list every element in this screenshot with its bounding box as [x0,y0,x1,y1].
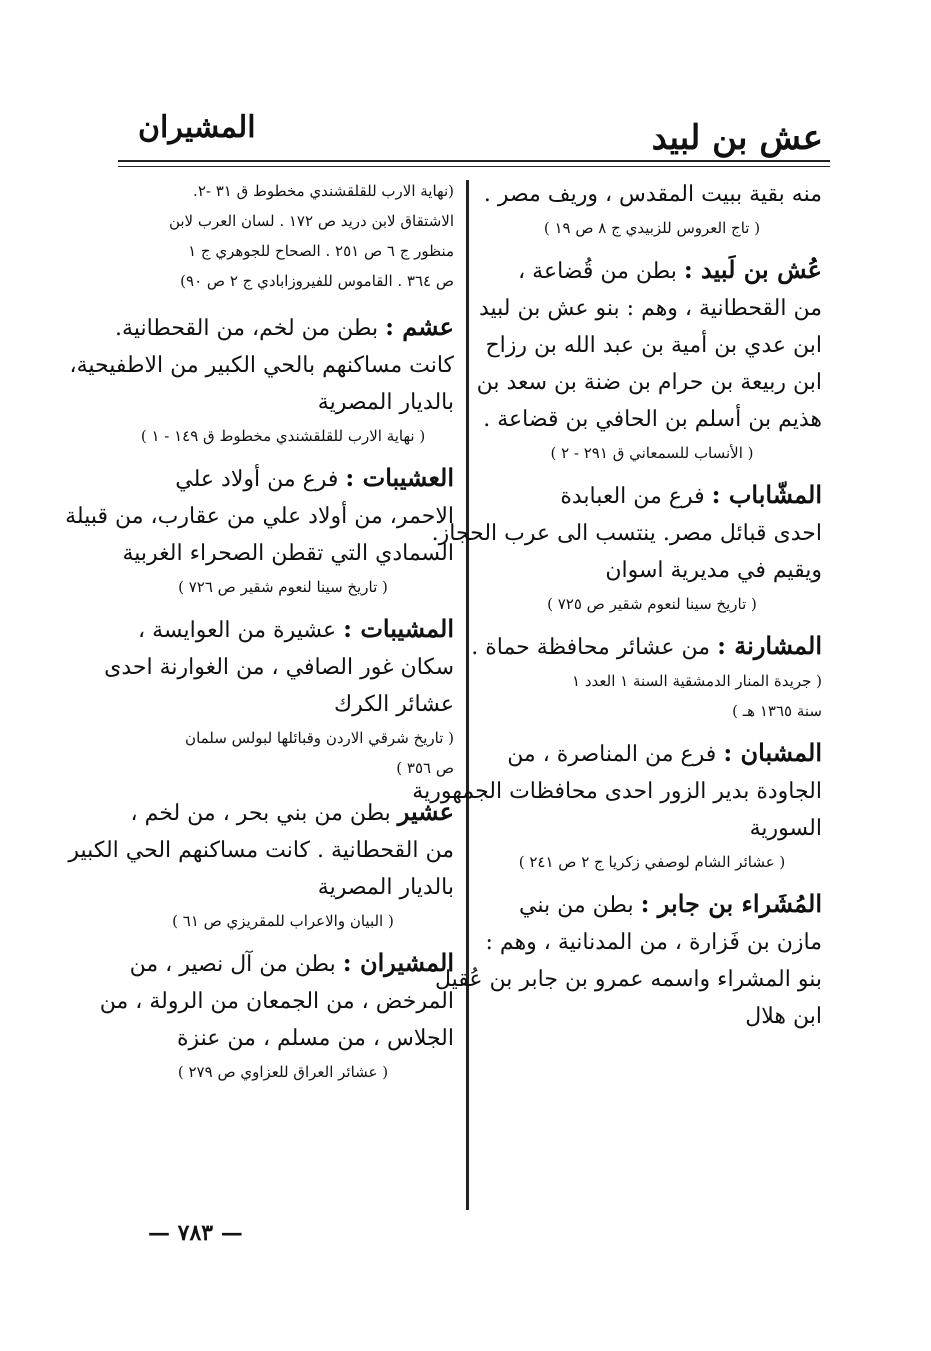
reference-line: ( تاج العروس للزبيدي ج ٨ ص ١٩ ) [543,219,761,237]
entry-line-first [482,885,822,924]
entry-line: المرخض ، من الجمعان من الرولة ، من [99,989,454,1014]
entry-reference [112,421,454,451]
reference-line: (نهاية الارب للقلقشندي مخطوط ق ٣١ -٢. [193,182,454,200]
entry-line: مازن بن فَزارة ، من المدنانية ، وهم : [485,930,822,955]
entry-reference [112,572,454,602]
entry-line-first [112,459,454,498]
entry-line-first [482,251,822,290]
entry-line-first [482,734,822,773]
entry-mushaybat [104,610,454,723]
reference-line: ( تاريخ سينا لنعوم شقير ص ٧٢٦ ) [178,578,388,596]
entry-ashir [68,793,454,906]
entry-text: عشيرة من العوايسة ، [138,618,337,643]
running-header-left: المشيران [138,110,256,145]
entry-line: ويقيم في مديرية اسوان [605,558,822,583]
entry-text: بطن من لخم، من القحطانية. [115,316,379,341]
page-number: — ٧٨٣ — [148,1220,243,1246]
entry-text: من عشائر محافظة حماة . [471,635,711,660]
reference-line: ( جريدة المنار الدمشقية السنة ١ العدد ١ [572,672,822,690]
reference-line: ( الأنساب للسمعاني ق ٢٩١ - ٢ ) [550,444,754,462]
entry-mushayran [99,944,454,1057]
entry-reference [482,847,822,877]
entry-text: بطن من قُضاعة ، [518,259,677,284]
reference-line: الاشتقاق لابن دريد ص ١٧٢ . لسان العرب لابن [168,212,454,230]
entry-line: من القحطانية . كانت مساكنهم الحي الكبير [68,838,454,863]
entry-text: فرع من المناصرة ، من [507,742,717,767]
entry-ashm [69,308,454,421]
entry-ushaybat [65,459,454,572]
entry-reference [482,213,822,243]
entry-line: ابن ربيعة بن حرام بن ضنة بن سعد بن [476,370,822,395]
entry-line: بالديار المصرية [317,390,454,415]
reference-line: ( البيان والاعراب للمقريزي ص ٦١ ) [172,912,394,930]
entry-line: سكان غور الصافي ، من الغوارنة احدى [104,655,454,680]
entry-text: بطن من بني بحر ، من لخم ، [130,801,391,826]
entry-text: فرع من العبابدة [560,484,705,509]
reference-line: ( عشائر العراق للعزاوي ص ٢٧٩ ) [177,1063,389,1081]
entry-ash-bin-labid [476,251,822,438]
entry-line-first [112,944,454,983]
entry-headword: عُش بن لَبيد : [683,255,822,284]
entry-reference [482,438,822,468]
entry-headword: العشيبات : [345,463,454,492]
entry-line: احدى قبائل مصر. ينتسب الى عرب الحجاز. [431,521,822,546]
entry-headword: المشارنة : [717,631,822,660]
header-rule-thin [118,166,830,167]
reference-line: ( نهاية الارب للقلقشندي مخطوط ق ١٤٩ - ١ ) [140,427,426,445]
entry-reference [482,589,822,619]
entry-headword: المشّاباب : [711,480,822,509]
left-column [65,176,454,1087]
running-header-right: عش بن لبيد [651,118,823,158]
entry-text: فرع من أولاد علي [175,467,339,492]
entry-line-first [112,793,454,832]
entry-headword: المشيبات : [343,614,454,643]
entry-text: بطن من آل نصير ، من [129,952,336,977]
entry-mushara-bin-jabir [435,885,822,1035]
entry-line: هذيم بن أسلم بن الحافي بن قضاعة . [483,407,822,432]
column-divider [466,180,469,1210]
entry-continuation [482,176,822,213]
entry-reference [112,723,454,783]
entry-line-first [112,308,454,347]
entry-reference [112,1057,454,1087]
entry-line: منه بقية ببيت المقدس ، وريف مصر . [483,182,822,207]
entry-line: ابن هلال [745,1004,822,1029]
entry-line: السمادي التي تقطن الصحراء الغربية [122,541,454,566]
entry-line-first [471,627,822,666]
entry-line: الجلاس ، من مسلم ، من عنزة [177,1026,454,1051]
entry-reference [112,906,454,936]
entry-reference [482,666,822,726]
entry-line: الجاودة بدير الزور احدى محافظات الجمهورية [412,779,822,804]
entry-line: كانت مساكنهم بالحي الكبير من الاطفيحية، [69,353,454,378]
entry-line-first [112,610,454,649]
reference-line: ( تاريخ سينا لنعوم شقير ص ٧٢٥ ) [547,595,757,613]
entry-headword: المشبان : [723,738,822,767]
entry-line: ابن عدي بن أمية بن عبد الله بن رزاح [485,333,822,358]
entry-headword: المشيران : [342,948,454,977]
reference-line: ص ٣٦٤ . القاموس للفيروزابادي ج ٢ ص ٩٠) [180,272,454,290]
entry-line: من القحطانية ، وهم : بنو عش بن لبيد [478,296,822,321]
entry-line: السورية [749,816,822,841]
entry-text: بطن من بني [519,893,634,918]
entry-line: الاحمر، من أولاد علي من عقارب، من قبيلة [65,504,454,529]
entry-line: عشائر الكرك [334,692,454,717]
reference-line: منظور ج ٦ ص ٢٥١ . الصحاح للجوهري ج ١ [188,242,454,260]
entry-headword: عشم : [385,312,454,341]
reference-line: ( تاريخ شرقي الاردن وقبائلها لبولس سلمان [185,729,454,747]
entry-line: بالديار المصرية [317,875,454,900]
entry-line-first [482,476,822,515]
reference-line: ص ٣٥٦ ) [396,759,454,777]
entry-mashabab [431,476,822,589]
reference-line: سنة ١٣٦٥ هـ ) [732,702,822,720]
header-rule [118,160,830,162]
entry-headword: عشير [397,797,454,826]
reference-line: ( عشائر الشام لوصفي زكريا ج ٢ ص ٢٤١ ) [518,853,786,871]
entry-headword: المُشَراء بن جابر : [640,889,822,918]
entry-masharina [471,627,822,666]
entry-line: بنو المشراء واسمه عمرو بن جابر بن عُقيل [435,967,822,992]
entry-reference-continuation [112,176,454,296]
